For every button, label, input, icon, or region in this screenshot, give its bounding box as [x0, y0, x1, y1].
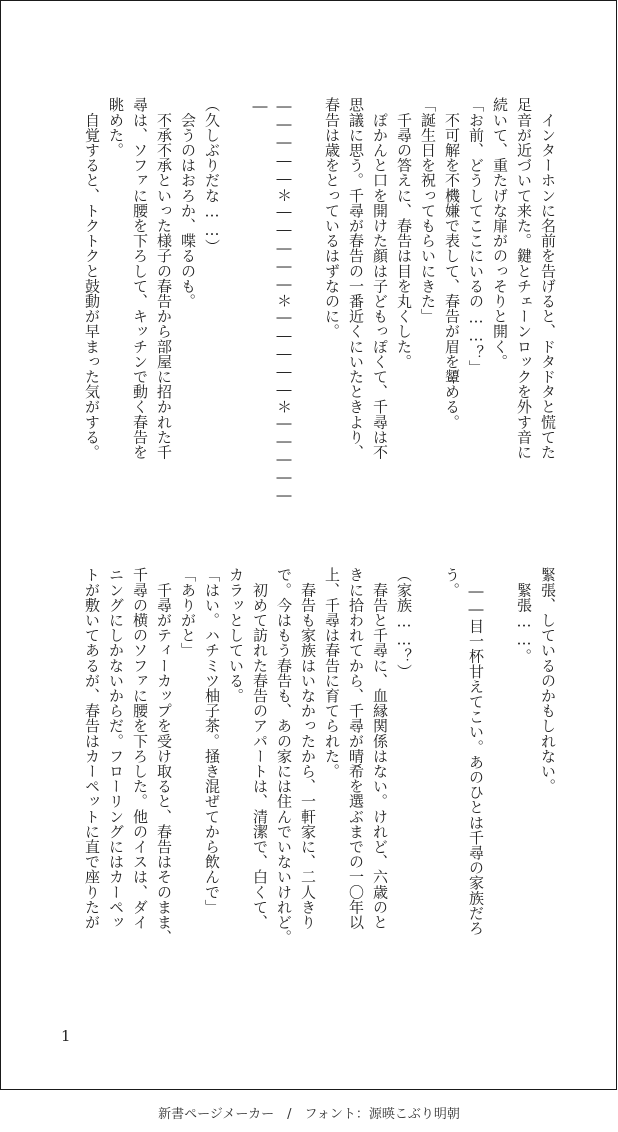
lower-text-line: 「はい。ハチミツ柚子茶。掻き混ぜてから飲んで」 — [203, 567, 221, 915]
page-number: 1 — [61, 1027, 71, 1045]
upper-text-line: ぽかんと口を開けた顔は子どもっぽくて、千尋は不 — [371, 97, 389, 460]
lower-text-line: 緊張……。 — [515, 567, 533, 664]
lower-text-block — [80, 567, 560, 997]
upper-text-line — [224, 97, 248, 527]
lower-text-line: で。今はもう春告も、あの家には住んでいないけれど。 — [275, 567, 293, 945]
upper-text-line: 千尋の答えに、春告は目を丸くした。 — [395, 97, 413, 369]
upper-text-line: 足音が近づいて来た。鍵とチェーンロックを外す音に — [515, 97, 533, 460]
lower-text-line: きに拾われてから、千尋が晴希を選ぶまでの一〇年以 — [347, 567, 365, 930]
upper-text-line: 続いて、重たげな扉がのっそりと開く。 — [491, 97, 509, 369]
upper-text-block — [80, 97, 560, 527]
lower-text-line: ニングにしかないからだ。フローリングにはカーペッ — [107, 567, 125, 930]
lower-text-line: 初めて訪れた春告のアパートは、清潔で、白くて、 — [251, 567, 269, 930]
lower-text-line: 春告も家族はいなかったから、一軒家に、二人きり — [299, 567, 317, 930]
lower-text-line: 上、千尋は春告に育てられた。 — [323, 567, 341, 779]
upper-text-line: 尋は、ソファに腰を下ろして、キッチンで動く春告を — [131, 97, 149, 460]
lower-text-line: う。 — [443, 567, 461, 598]
lower-text-line: 千尋の横のソファに腰を下ろした。他のイスは、ダイ — [131, 567, 149, 930]
upper-text-line: 「お前、どうしてここにいるの……？」 — [467, 97, 485, 375]
upper-text-line — [296, 97, 320, 527]
lower-text-line: 緊張、しているのかもしれない。 — [539, 567, 557, 794]
lower-text-line: 春告と千尋に、血縁関係はない。けれど、六歳のと — [371, 567, 389, 930]
lower-text-line: 「ありがと」 — [179, 567, 197, 658]
upper-text-line: 眺めた。 — [107, 97, 125, 158]
upper-text-line: 「誕生日を祝ってもらいにきた」 — [419, 97, 437, 324]
upper-text-line: 自覚すると、トクトクと鼓動が早まった気がする。 — [83, 97, 101, 460]
lower-text-line: 千尋がティーカップを受け取ると、春告はそのまま、 — [155, 567, 173, 945]
upper-text-line: 不可解を不機嫌で表して、春告が眉を顰める。 — [443, 97, 461, 430]
lower-text-line: トが敷いてあるが、春告はカーペットに直で座りたが — [83, 567, 101, 930]
upper-text-line: ― — [251, 97, 269, 116]
lower-text-line: ――目一杯甘えてこい。あのひとは千尋の家族だろ — [467, 567, 485, 936]
upper-text-line: 不承不承といった様子の春告から部屋に招かれた千 — [155, 97, 173, 460]
lower-text-line — [488, 567, 512, 997]
upper-text-line: 春告は歳をとっているはずなのに。 — [323, 97, 341, 339]
lower-text-line: （家族……？） — [395, 567, 413, 679]
lower-text-line — [416, 567, 440, 997]
upper-text-line: インターホンに名前を告げると、ドタドタと慌てた — [539, 97, 557, 460]
footer-credit: 新書ページメーカー / フォント：源暎こぶり明朝 — [158, 1107, 460, 1122]
upper-text-line: ―――――＊―――――＊―――――＊――――― — [275, 97, 293, 505]
upper-text-line: （久しぶりだな……） — [203, 97, 221, 254]
upper-text-line: 会うのはおろか、喋るのも。 — [179, 97, 197, 309]
lower-text-line: カラッとしている。 — [227, 567, 245, 703]
upper-text-line: 思議に思う。千尋が春告の一番近くにいたときより、 — [347, 97, 365, 460]
